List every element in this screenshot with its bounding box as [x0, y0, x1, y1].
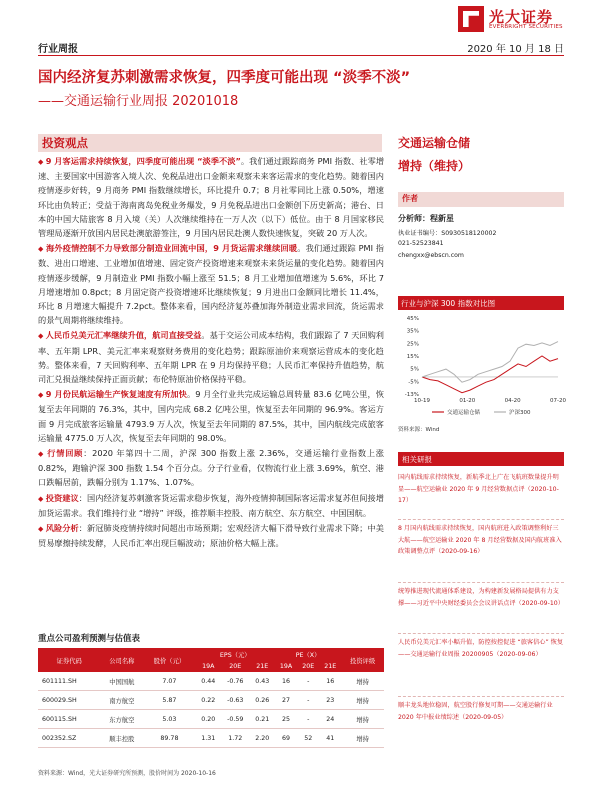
series-line — [422, 356, 558, 393]
paragraph: ◆ 海外疫情控制不力导致部分制造业回流中国，9 月货运需求继续回暖。我们通过跟踪 PMI 指数、进出口增速、工业增加值增速、固定资产投资增速来观察未来货运量的变化趋势。随着国内疫情逐步缓解，9 月制造业 PMI 指数小幅上涨至 51.5；8 月工业增加值增速为 5.6%，环比 7 月增速增加 0.8pct；8 月固定资产投资增速环比继续恢复；9 月进出口金额同比增长 11.4%，环比 8 月增速大幅提升 7.2pct。整体来看，国内经济复苏叠加海外制造业需求回流，货运需求的景气周期将继续维持。 — [38, 243, 384, 326]
series-line — [422, 342, 558, 383]
industry-name: 交通运输仓储 — [398, 136, 471, 150]
paragraph: ◆ 9 月客运需求持续恢复，四季度可能出现 “淡季不淡”。我们通过跟踪商务 PMI 指数、社零增速、主要国家中国游客入境人次、免税品进出口金额来观察未来客运需求的变化趋势。随着国内疫情逐步好转，9 月商务 PMI 指数继续增长，环比提升 0.7；8 月社零同比上涨 0.50%，增速环比由负转正；受益于海南离岛免税业务爆发，9 月免税品进出口金额创下历史新高；港台、日本的中国大陆旅客 8 月入境（关）人次继续维持在一万人次（以下）低位。由于 8 月国家移民管理局逐渐开放国内居民赴澳旅游签注，9 月国内居民赴澳人数快速恢复，突破 20 万人次。 — [38, 156, 385, 239]
x-tick-label: 01-20 — [459, 398, 476, 404]
table-header: 投资评级 — [341, 648, 384, 672]
paragraph: ◆ 人民币兑美元汇率继续升值，航司直接受益。基于交运公司成本结构，我们跟踪了 7 天回购利率、五年期 LPR、美元汇率来观察财务费用的变化趋势；跟踪原油价来观察运营成本的变化趋势。整体来看，7 天回购利率、五年期 LPR 在 9 月均保持平稳；人民币汇率保持升值趋势，航司汇兑损益继续保持正面贡献；布伦特原油价格保持平稳。 — [38, 330, 384, 385]
related-report-link[interactable]: 顺丰龙头地位稳固，航空股行修复可期——交通运输行业 2020 年中报业绩综述（2020-09-05） — [398, 702, 553, 721]
y-tick-label: 45% — [406, 316, 419, 322]
table-row: 002352.SZ 顺丰控股 89.78 1.31 1.72 2.20 69 52 41 增持 — [38, 729, 384, 748]
related-report-link[interactable]: 国内航线需求持续恢复，新航季北上广在飞航班数量提升明显——航空运输业 2020 年 9 月经营数据点评（2020-10-17） — [398, 474, 559, 505]
related-report-link[interactable]: 人民币兑美元汇率小幅升值，防控按控促进 “旅客信心” 恢复——交通运输行业周报 20200905（2020-09-06） — [398, 639, 564, 658]
divider — [398, 519, 564, 520]
table-header: 公司名称 — [100, 648, 143, 672]
table-row: 601111.SH 中国国航 7.07 0.44 -0.76 0.43 16 - 16 增持 — [38, 672, 384, 691]
analyst-phone: 021-52523841 — [398, 240, 444, 247]
diamond-bullet-icon: ◆ — [38, 494, 46, 503]
x-tick-label: 10-19 — [414, 398, 430, 404]
report-subtitle: ——交通运输行业周报 20201018 — [38, 94, 239, 109]
paragraph: ◆ 9 月份民航运输生产恢复速度有所加快。9 月全行业共完成运输总周转量 83.6 亿吨公里，恢复至去年同期的 76.3%，其中，国内完成 68.2 亿吨公里，恢复至去年同期的 96.9%。客运方面 9 月完成旅客运输量 4793.9 万人次，恢复至去年同期的 87.5%，其中，国内航线完成旅客运输量 4775.0 万人次，恢复至去年同期的 98.0%。 — [38, 389, 384, 443]
section-header-bar — [38, 134, 382, 152]
report-type: 行业周报 — [38, 44, 78, 55]
y-tick-label: 35% — [406, 328, 419, 335]
table-header: 21E — [250, 661, 275, 672]
table-source: 资料来源：Wind，光大证券研究所预测，股价时间为 2020-10-16 — [38, 770, 216, 777]
x-tick-label: 04-20 — [504, 398, 521, 404]
table-row: 600029.SH 南方航空 5.87 0.22 -0.63 0.26 27 - 23 增持 — [38, 691, 384, 710]
table-header: 股价（元） — [143, 648, 196, 672]
analyst-name: 分析师：程新星 — [398, 214, 454, 223]
table-header: 19A — [196, 661, 221, 672]
table-header: EPS（元） — [196, 648, 275, 661]
industry-rating: 增持（维持） — [398, 159, 471, 173]
legend-label: 沪深300 — [509, 410, 531, 416]
diamond-bullet-icon: ◆ — [38, 525, 46, 534]
diamond-bullet-icon: ◆ — [38, 391, 46, 400]
x-tick-label: 07-20 — [550, 398, 566, 404]
diamond-bullet-icon: ◆ — [38, 245, 46, 254]
author-bar — [398, 192, 564, 207]
chart-source: 资料来源：Wind — [398, 427, 440, 433]
author-label: 作者 — [402, 194, 418, 203]
table-header: PE（X） — [275, 648, 341, 661]
header-divider — [38, 55, 564, 56]
related-report-link[interactable]: 统筹推进现代流通体系建设，为构建新发展格局提供有力支撑——习近平中央财经委员会会议讲话点评（2020-09-10） — [398, 588, 564, 607]
legend-label: 交通运输仓储 — [447, 410, 481, 416]
diamond-bullet-icon: ◆ — [38, 158, 46, 166]
forecast-table — [38, 648, 384, 748]
paragraph: ◆ 投资建议：国内经济复苏刺激客货运需求稳步恢复，海外疫情抑制国际客运需求复苏但间接增加货运需求。我们维持行业 “增持” 评级，推荐顺丰控股、南方航空、东方航空、中国国航。 — [38, 492, 384, 518]
analyst-email[interactable]: chengxx@ebscn.com — [398, 252, 464, 259]
related-report-link[interactable]: 8 月国内航线需求持续恢复，国内航班进入政策调整利好三大航——航空运输业 2020 年 8 月经营数据及国内航班准入政策调整点评（2020-09-16） — [398, 525, 562, 556]
index-comparison-chart — [398, 312, 564, 424]
y-tick-label: 5% — [410, 366, 419, 373]
brand-name: 光大证券 — [489, 8, 554, 26]
diamond-bullet-icon: ◆ — [38, 332, 46, 341]
y-tick-label: 15% — [406, 354, 419, 360]
divider — [398, 633, 564, 634]
table-header: 证券代码 — [38, 648, 100, 672]
chart-title: 行业与沪深 300 指数对比图 — [401, 299, 496, 308]
table-header: 19A — [275, 661, 298, 672]
report-date: 2020 年 10 月 18 日 — [467, 44, 564, 55]
divider — [398, 696, 564, 697]
report-title: 国内经济复苏刺激需求恢复，四季度可能出现 “淡季不淡” — [38, 70, 411, 86]
brand-logo-icon — [458, 6, 484, 32]
y-tick-label: 25% — [406, 341, 419, 348]
table-header: 20E — [297, 661, 319, 672]
table-header: 21E — [319, 661, 341, 672]
y-tick-label: -13% — [404, 392, 419, 398]
brand-name-en: EVERBRIGHT SECURITIES — [489, 24, 563, 30]
investment-views — [38, 154, 384, 551]
y-tick-label: -5% — [408, 379, 419, 386]
table-title: 重点公司盈利预测与估值表 — [38, 634, 141, 644]
paragraph: ◆ 行情回顾：2020 年第四十二周，沪深 300 指数上涨 2.36%，交通运输行业指数上涨 0.82%，跑输沪深 300 指数 1.54 个百分点。分子行业看，仅物流行业上涨 3.69%，航空、港口跌幅居前，跌幅分别为 1.17%、1.07%。 — [38, 448, 384, 488]
table-header: 20E — [221, 661, 250, 672]
diamond-bullet-icon: ◆ — [38, 450, 48, 459]
related-title: 相关研报 — [402, 455, 432, 464]
table-row: 600115.SH 东方航空 5.03 0.20 -0.59 0.21 25 - 24 增持 — [38, 710, 384, 729]
divider — [398, 582, 564, 583]
section-title: 投资观点 — [42, 136, 88, 150]
paragraph: ◆ 风险分析：新冠肺炎疫情持续时间超出市场预期；宏观经济大幅下滑导致行业需求下降；中美贸易摩擦持续发酵，人民币汇率出现巨幅波动；原油价格大幅上涨。 — [38, 523, 384, 549]
analyst-license: 执业证书编号：S0930518120002 — [398, 230, 497, 237]
